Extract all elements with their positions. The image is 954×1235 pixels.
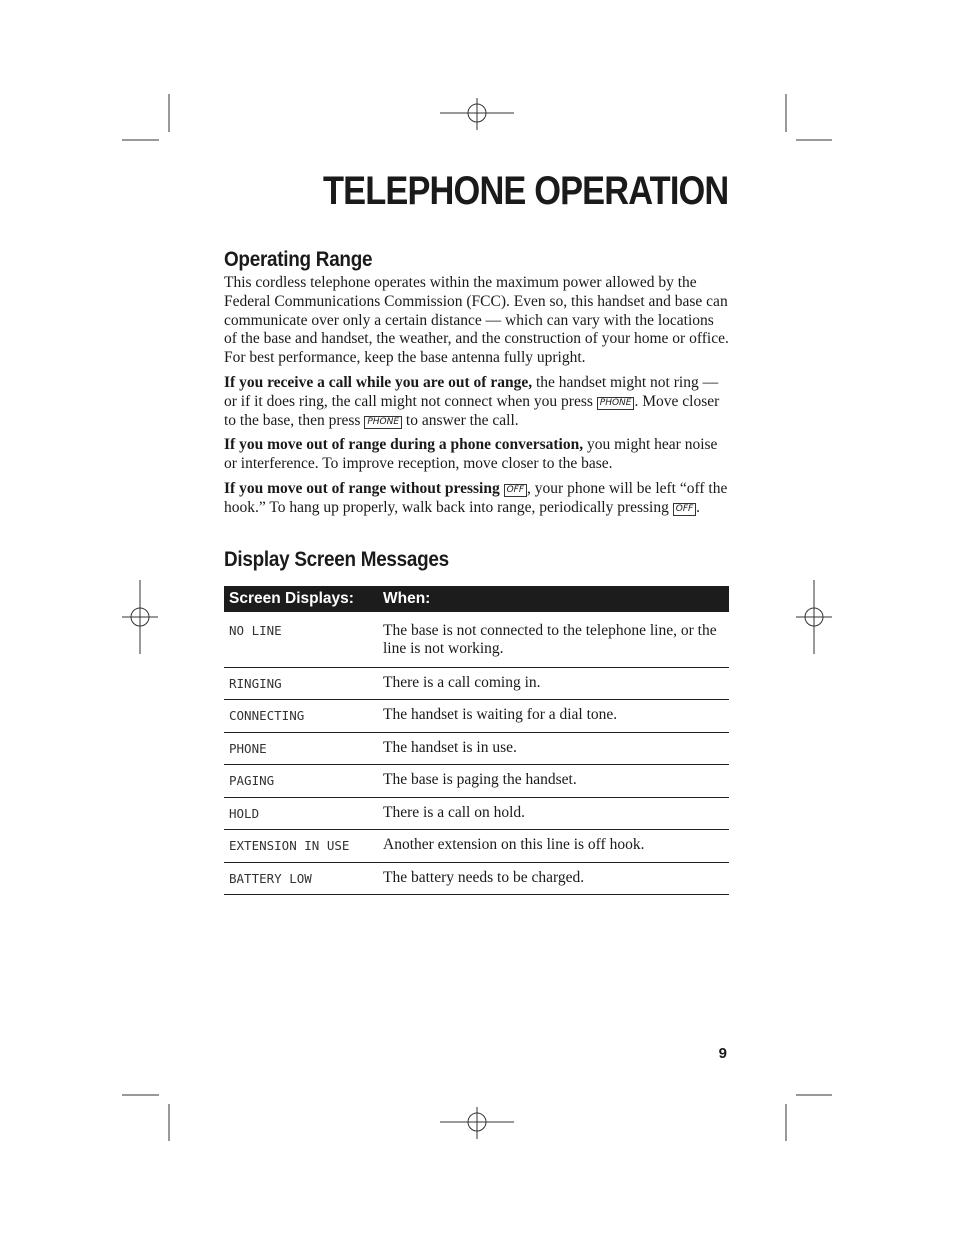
- out-of-range-off-paragraph: If you move out of range without pressing OFF , your phone will be left “off the hook.” To hang up properly, walk back into range, periodically pressing OFF .: [224, 479, 728, 516]
- screen-display-cell: HOLD: [224, 797, 378, 830]
- screen-display-cell: PHONE: [224, 732, 378, 765]
- when-cell: The base is not connected to the telephone line, or the line is not working.: [378, 612, 729, 668]
- page-number: 9: [718, 1045, 727, 1062]
- lead-in-bold: If you move out of range during a phone conversation,: [224, 436, 584, 454]
- table-row: [224, 667, 729, 700]
- table-header-row: [224, 586, 729, 612]
- column-header-screen: Screen Displays:: [224, 586, 378, 612]
- out-of-range-conversation-paragraph: If you move out of range during a phone conversation, you might hear noise or interference. To improve reception, move closer to the base.: [224, 436, 718, 473]
- screen-display-cell: BATTERY LOW: [224, 862, 378, 895]
- table-row: [224, 862, 729, 895]
- table-row: [224, 797, 729, 830]
- when-cell: The base is paging the handset.: [378, 765, 729, 798]
- table-row: [224, 765, 729, 798]
- off-key-icon: OFF: [504, 484, 527, 497]
- phone-key-icon: PHONE: [597, 397, 635, 410]
- phone-key-icon: PHONE: [364, 416, 402, 429]
- when-cell: The handset is in use.: [378, 732, 729, 765]
- when-cell: The handset is waiting for a dial tone.: [378, 700, 729, 733]
- out-of-range-call-paragraph: If you receive a call while you are out of range, the handset might not ring — or if it does ring, the call might not connect when you press PHONE . Move closer to the base, then press PHONE to answer the call.: [224, 373, 720, 429]
- main-content: [224, 246, 729, 895]
- screen-display-cell: RINGING: [224, 667, 378, 700]
- when-cell: There is a call on hold.: [378, 797, 729, 830]
- when-cell: The battery needs to be charged.: [378, 862, 729, 895]
- screen-display-cell: CONNECTING: [224, 700, 378, 733]
- table-row: [224, 732, 729, 765]
- off-key-icon: OFF: [673, 503, 696, 516]
- screen-display-cell: EXTENSION IN USE: [224, 830, 378, 863]
- display-messages-table: [224, 586, 729, 896]
- lead-in-bold: If you move out of range without pressing: [224, 479, 500, 497]
- display-messages-heading: Display Screen Messages: [224, 547, 449, 571]
- column-header-when: When:: [378, 586, 729, 612]
- table-row: [224, 700, 729, 733]
- when-cell: Another extension on this line is off hook.: [378, 830, 729, 863]
- page-title: TELEPHONE OPERATION: [322, 169, 728, 213]
- screen-display-cell: PAGING: [224, 765, 378, 798]
- table-row: [224, 612, 729, 668]
- when-cell: There is a call coming in.: [378, 667, 729, 700]
- screen-display-cell: NO LINE: [224, 612, 378, 668]
- lead-in-bold: If you receive a call while you are out of range,: [224, 373, 533, 391]
- operating-range-intro: This cordless telephone operates within the maximum power allowed by the Federal Communications Commission (FCC). Even so, this handset and base can communicate over only a certain distance — which can vary with the locations of the base and handset, the weather, and the construction of your home or office. For best performance, keep the base antenna fully upright.: [224, 274, 729, 367]
- table-row: [224, 830, 729, 863]
- operating-range-heading: Operating Range: [224, 248, 373, 271]
